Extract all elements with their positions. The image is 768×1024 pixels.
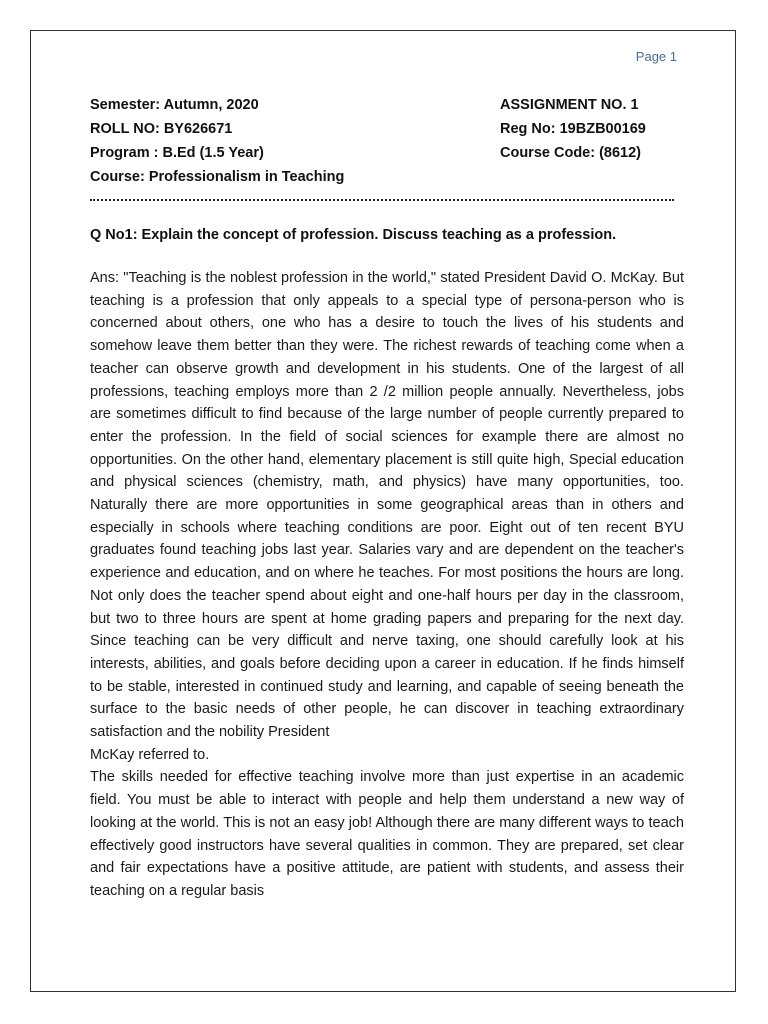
header-row [90,117,680,141]
course-title: Course: Professionalism in Teaching [90,169,345,185]
dotted-divider [90,199,674,201]
course-code: Course Code: (8612) [500,145,642,161]
answer-body [90,267,684,903]
assignment-header [90,93,680,189]
answer-paragraph: Ans: "Teaching is the noblest profession in the world," stated President David O. McKay. But teaching is a profession that only appeals to a special type of persona-person who is concerned about others, one who has a desire to touch the lives of his students and somehow leave them better than they were. The richest rewards of teaching come when a teacher can observe growth and development in his students. One of the largest of all professions, teaching employs more than 2 /2 million people annually. Nevertheless, jobs are sometimes difficult to find because of the large number of people currently prepared to enter the profession. In the field of social sciences for example there are almost no opportunities. On the other hand, elementary placement is still quite high, Special education and physical sciences (chemistry, math, and physics) have many opportunities, too. Naturally there are more opportunities in some geographical areas than in others and especially in schools where teaching conditions are poor. Eight out of ten recent BYU graduates found teaching jobs last year. Salaries vary and are dependent on the teacher's experience and education, and on where he teaches. For most positions the hours are long. Not only does the teacher spend about eight and one-half hours per day in the classroom, but two to three hours are spent at home grading papers and preparing for the next day. Since teaching can be very difficult and nerve taxing, one should carefully look at his interests, abilities, and goals before deciding upon a career in education. If he finds himself to be stable, interested in continued study and learning, and capable of seeing beneath the surface to the basic needs of other people, he can discover in teaching extraordinary satisfaction and the nobility President [90,270,684,741]
document-page [30,30,736,992]
header-row [90,141,680,165]
answer-paragraph: The skills needed for effective teaching involve more than just expertise in an academic field. You must be able to interact with people and help them understand a new way of looking at the world. This is not an easy job! Although there are many different ways to teach effectively good instructors have several qualities in common. They are prepared, set clear and fair expectations have a positive attitude, are patient with students, and assess their teaching on a regular basis [90,769,684,899]
question-heading: Q No1: Explain the concept of profession. Discuss teaching as a profession. [90,227,617,243]
program-label: Program : B.Ed (1.5 Year) [90,145,264,161]
semester-label: Semester: Autumn, 2020 [90,97,259,113]
assignment-number: ASSIGNMENT NO. 1 [500,97,639,113]
answer-paragraph: McKay referred to. [90,746,210,763]
page-number: Page 1 [635,49,677,64]
header-row [90,93,680,117]
roll-number: ROLL NO: BY626671 [90,121,233,137]
registration-number: Reg No: 19BZB00169 [500,121,646,137]
header-row [90,165,680,189]
